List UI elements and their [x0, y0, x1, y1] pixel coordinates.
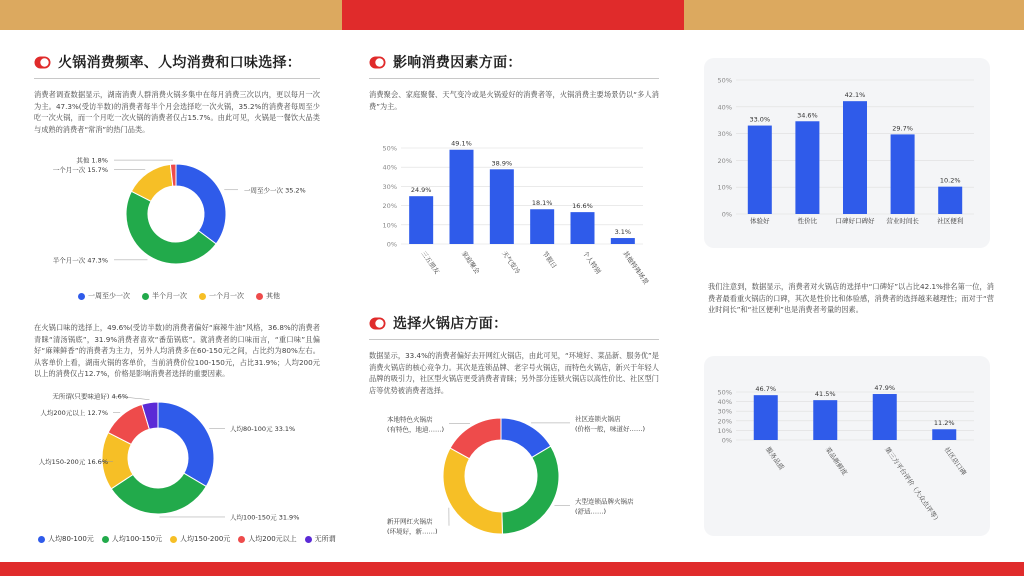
x-category-label: 营业时间长: [886, 217, 919, 225]
bottom-band: [0, 562, 1024, 576]
y-tick-label: 10%: [717, 183, 732, 192]
bar-value-label: 16.6%: [572, 202, 593, 211]
left-paragraph-spend: 在火锅口味的选择上，49.6%(受访半数)的消费者偏好“麻辣牛油”风格，36.8%的消费者青睐“清汤锅底”，31.9%消费者喜欢“番茄锅底”。就消费者的口味而言，“重口味”且偏好“麻辣鲜香”的消费者为主力，另外人均消费多在60-150元之间，占比约为80%左右。从客单价上看，湖南火锅的客单价，当前消费价位100-150元，占比31.9%；人均200元以上的消费仅占12.7%，价格是影响消费者选择的重要因素。: [34, 323, 320, 378]
y-tick-label: 20%: [717, 156, 732, 165]
choice-factors-bar-chart: [704, 58, 990, 248]
frequency-legend: [78, 291, 280, 301]
legend-label: 人均100-150元: [111, 535, 163, 543]
bar: [490, 169, 514, 244]
factors-paragraph: 消费聚会、家庭聚餐、天气变冷或是火锅爱好的消费者等，火锅消费主要场景仍以“多人消费”为主。: [369, 90, 659, 111]
legend-item: [38, 534, 94, 544]
y-tick-label: 20%: [382, 202, 397, 211]
legend-dot: [38, 536, 45, 543]
bar-value-label: 3.1%: [614, 228, 632, 237]
x-category-label: 天气变冷: [500, 249, 522, 276]
y-tick-label: 40%: [717, 103, 732, 112]
factors-title-divider: [369, 78, 659, 79]
bar-value-label: 38.9%: [491, 159, 513, 168]
right-paragraph: 我们注意到，数据显示，消费者对火锅店的选择中“口碑好”以占比42.1%排名第一位，消费者最看重火锅店的口碑，其次是性价比和体验感，消费者的选择越来越理性；而对于“营业时间长”和“社区便利”也是消费者考量的因素。: [708, 282, 994, 314]
red-pill-icon: [369, 317, 386, 330]
donut2-label-3: 人均200元以上 12.7%: [40, 409, 108, 418]
donut3-label-3: 本地特色火锅店: [387, 415, 433, 424]
donut3-label-2: 新开网红火锅店: [387, 517, 433, 526]
donut3-sublabel-3: (有特色，地道……): [387, 425, 445, 434]
legend-item: [102, 534, 162, 544]
bar-value-label: 49.1%: [451, 139, 472, 148]
right-paragraph-block: [708, 281, 994, 316]
right-bottom-card: [704, 356, 990, 536]
donut2-label-2: 人均150-200元 16.6%: [38, 457, 108, 466]
y-tick-label: 10%: [717, 426, 732, 435]
y-tick-label: 0%: [386, 240, 397, 249]
store-title-divider: [369, 339, 659, 340]
bar: [873, 394, 897, 440]
legend-label: 人均80-100元: [48, 535, 94, 543]
top-band-gold-left: [0, 0, 342, 30]
bar: [932, 429, 956, 440]
left-column: [34, 52, 320, 135]
y-tick-label: 30%: [717, 407, 732, 416]
legend-item: [199, 291, 244, 301]
bar: [795, 121, 819, 214]
store-factors-bar-chart: [704, 356, 990, 536]
x-category-label: 体验好: [750, 217, 770, 225]
legend-item: [305, 534, 336, 544]
bar: [891, 134, 915, 214]
donut1-label-0: 一周至少一次 35.2%: [244, 186, 306, 195]
y-tick-label: 30%: [382, 182, 397, 191]
left-column-lower: [34, 322, 320, 380]
store-section-header: [369, 313, 659, 333]
donut3-sublabel-0: (价格一般，味道好……): [575, 424, 646, 433]
middle-column: [369, 52, 659, 112]
donut2-label-1: 人均100-150元 31.9%: [230, 513, 300, 522]
left-title-divider: [34, 78, 320, 79]
bar-value-label: 29.7%: [892, 124, 913, 133]
right-top-card: [704, 58, 990, 248]
spend-legend: [38, 534, 336, 544]
store-type-donut-chart: [369, 400, 659, 550]
legend-dot: [256, 293, 263, 300]
x-category-label: 其他特殊场景: [621, 249, 651, 287]
x-category-label: 家庭聚会: [459, 249, 482, 276]
legend-label: 无所谓: [314, 535, 336, 543]
bar-value-label: 42.1%: [844, 91, 866, 100]
y-tick-label: 40%: [717, 398, 732, 407]
top-band-gold-right: [684, 0, 1024, 30]
y-tick-label: 50%: [382, 144, 397, 153]
donut-slice-0: [176, 164, 226, 244]
donut3-label-0: 社区连锁火锅店: [575, 414, 621, 423]
donut-slice-1: [502, 446, 559, 534]
bar: [611, 238, 635, 244]
legend-label: 人均150-200元: [180, 535, 231, 543]
store-section-title: 选择火锅店方面：: [393, 316, 508, 332]
legend-label: 一个月一次: [209, 292, 244, 300]
donut2-label-4: 无所谓(只要味道好) 4.6%: [52, 392, 128, 401]
donut-slice-3: [450, 418, 501, 459]
x-category-label: 性价比: [797, 217, 818, 225]
legend-dot: [142, 293, 149, 300]
y-tick-label: 50%: [717, 76, 732, 85]
y-tick-label: 10%: [382, 221, 397, 230]
bar-value-label: 47.9%: [874, 384, 896, 393]
store-paragraph: 数据显示，33.4%的消费者偏好去开网红火锅店，由此可见，“环境好、菜品新、服务优”是消费火锅店的核心竞争力。其次是连锁品牌、老字号火锅店，而特色火锅店，新兴于年轻人品牌的吸引力，社区型火锅店更受消费者青睐；另外部分连锁火锅店以高性价比、社区型门店等优势被消费者选择。: [369, 351, 659, 395]
legend-item: [78, 291, 130, 301]
bar-value-label: 11.2%: [933, 419, 955, 428]
y-tick-label: 50%: [717, 388, 732, 397]
legend-dot: [199, 293, 206, 300]
donut2-label-0: 人均80-100元 33.1%: [230, 425, 296, 434]
y-tick-label: 40%: [382, 163, 397, 172]
bar-value-label: 46.7%: [755, 385, 777, 394]
bar: [409, 196, 433, 244]
donut-slice-0: [158, 402, 214, 486]
left-section-title: 火锅消费频率、人均消费和口味选择：: [58, 55, 302, 71]
red-pill-icon: [34, 56, 51, 69]
frequency-donut-chart: [34, 142, 334, 292]
legend-item: [238, 534, 296, 544]
legend-item: [256, 291, 280, 301]
bar: [530, 209, 554, 244]
x-category-label: 第三方平台评价（大众点评等）: [883, 445, 942, 525]
y-tick-label: 0%: [721, 436, 732, 445]
factors-bar-chart: [369, 134, 659, 294]
legend-dot: [78, 293, 85, 300]
bar: [450, 150, 474, 244]
red-pill-icon: [369, 56, 386, 69]
x-category-label: 口碑好口碑好: [835, 217, 875, 225]
bar-value-label: 41.5%: [814, 390, 836, 399]
left-paragraph-frequency: 消费者调查数据显示，湖南消费人群消费火锅多集中在每月消费三次以内，更以每月一次为主。47.3%(受访半数)的消费者每半个月会选择吃一次火锅，35.2%的消费者每周至少吃一次火锅，而一个月吃一次火锅的消费者仅占15.7%。由此可见，火锅是一餐饮大品类与成熟的消费者“常消”的热门品类。: [34, 90, 320, 134]
y-tick-label: 20%: [717, 417, 732, 426]
store-choice-section: [369, 313, 659, 396]
donut3-sublabel-1: (舒适……): [575, 507, 607, 516]
legend-label: 人均200元以上: [248, 535, 297, 543]
x-category-label: 节假日: [540, 249, 559, 271]
bar: [843, 101, 867, 214]
legend-item: [142, 291, 187, 301]
x-category-label: 三五朋友: [419, 249, 441, 276]
legend-dot: [238, 536, 245, 543]
bar-value-label: 18.1%: [531, 199, 553, 208]
x-category-label: 菜品新鲜度: [823, 445, 849, 477]
donut3-label-1: 大型连锁品牌火锅店: [575, 497, 634, 506]
bar: [571, 212, 595, 244]
donut1-label-1: 半个月一次 47.3%: [52, 256, 108, 265]
left-section-header: [34, 52, 320, 72]
bar: [754, 395, 778, 440]
spend-donut-chart: [34, 386, 334, 532]
donut1-label-2: 一个月一次 15.7%: [52, 166, 108, 175]
bar-value-label: 10.2%: [939, 176, 961, 185]
top-band-red-center: [342, 0, 684, 30]
legend-item: [170, 534, 230, 544]
legend-dot: [305, 536, 312, 543]
x-category-label: 社区便利: [937, 217, 964, 225]
bar: [813, 400, 837, 440]
bar-value-label: 34.6%: [797, 111, 818, 120]
x-category-label: 个人特别: [580, 249, 603, 276]
bar-value-label: 24.9%: [410, 186, 432, 195]
legend-label: 其他: [266, 292, 280, 300]
y-tick-label: 0%: [721, 210, 732, 219]
legend-label: 半个月一次: [152, 292, 187, 300]
top-band: [0, 0, 1024, 30]
donut3-sublabel-2: (环境好，新……): [387, 527, 438, 536]
y-tick-label: 30%: [717, 130, 732, 139]
donut1-label-3: 其他 1.8%: [76, 156, 108, 165]
x-category-label: 服务品质: [764, 445, 786, 472]
donut-slice-2: [443, 448, 502, 534]
legend-dot: [102, 536, 109, 543]
x-category-label: 社区店口碑: [942, 445, 968, 477]
legend-dot: [170, 536, 177, 543]
legend-label: 一周至少一次: [88, 292, 130, 300]
bar: [748, 126, 772, 214]
factors-section-header: [369, 52, 659, 72]
factors-section-title: 影响消费因素方面：: [393, 55, 522, 71]
bar: [938, 187, 962, 214]
bar-value-label: 33.0%: [749, 115, 771, 124]
